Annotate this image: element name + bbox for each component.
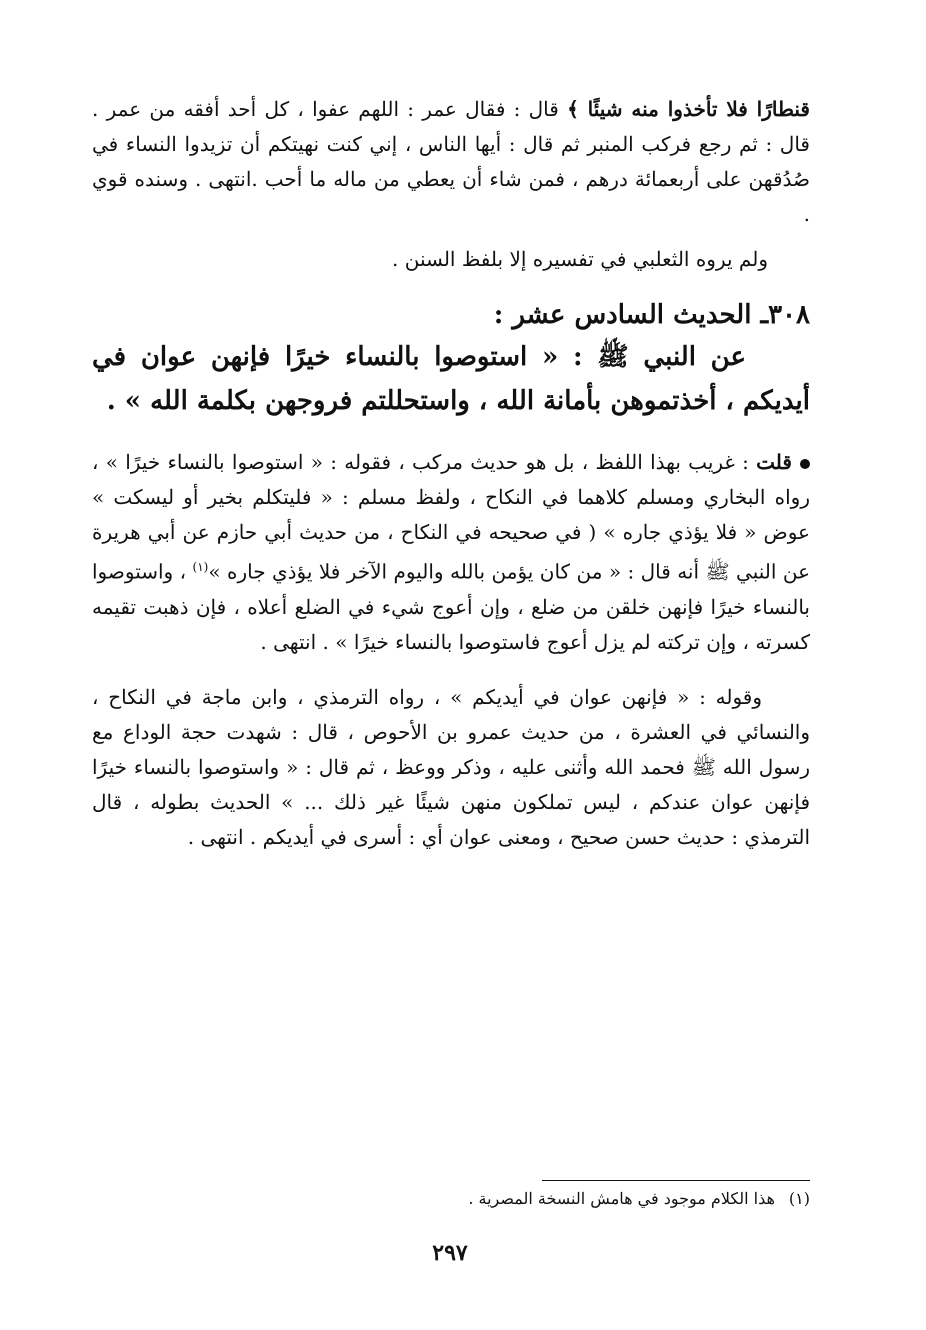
footnote-divider (542, 1180, 810, 1181)
bullet-icon (800, 459, 810, 469)
commentary-text-after: ، واستوصوا بالنساء خيرًا فإنهن خلقن من ضلع ، وإن أعوج شيء في الضلع أعلاه ، فإن ذهبت تقيمه كسرته ، وإن تركته لم يزل أعوج فاستوصوا بالنساء خيرًا » . انتهى . (92, 559, 810, 654)
paragraph-5: وقوله : « فإنهن عوان في أيديكم » ، رواه الترمذي ، وابن ماجة في النكاح ، والنسائي في العشرة ، من حديث عمرو بن الأحوص ، قال : شهدت حجة الوداع مع رسول الله ﷺ فحمد الله وأثنى عليه ، وذكر ووعظ ، ثم قال : « واستوصوا بالنساء خيرًا فإنهن عوان عندكم ، ليس تملكون منهن شيئًا غير ذلك ... » الحديث بطوله ، قال الترمذي : حديث حسن صحيح ، ومعنى عوان أي : أسرى في أيديكم . انتهى . (92, 684, 810, 849)
paragraph-1-text: قال : فقال عمر : اللهم عفوا ، كل أحد أفقه من عمر . قال : ثم رجع فركب المنبر ثم قال : أيها الناس ، إني كنت نهيتكم أن تزيدوا النساء في صُدُقهن على أربعمائة درهم ، فمن شاء أن يعطي من ماله ما أحب .انتهى . وسنده قوي . (92, 97, 810, 226)
commentary-paragraph (92, 445, 810, 660)
footnote (468, 1186, 810, 1212)
commentary-text-before: : غريب بهذا اللفظ ، بل هو حديث مركب ، فقوله : « استوصوا بالنساء خيرًا » ، رواه البخاري ومسلم كلاهما في النكاح ، ولفظ مسلم : « فليتكلم بخير أو ليسكت » عوض « فلا يؤذي جاره » ( في صحيحه في النكاح ، من حديث أبي حازم عن أبي هريرة عن النبي ﷺ أنه قال : « من كان يؤمن بالله واليوم الآخر فلا يؤذي جاره » (92, 450, 810, 584)
page-body (92, 92, 810, 855)
hadith-heading: ٣٠٨ـ الحديث السادس عشر : (493, 300, 810, 330)
footnote-reference[interactable]: (١) (192, 560, 209, 574)
paragraph-1 (92, 92, 810, 232)
hadith-text: عن النبي ﷺ : « استوصوا بالنساء خيرًا فإنهن عوان في أيديكم ، أخذتموهن بأمانة الله ، واستحللتم فروجهن بكلمة الله » . (92, 342, 810, 416)
footnote-text: هذا الكلام موجود في هامش النسخة المصرية . (468, 1189, 775, 1208)
qult-label: قلت (756, 450, 792, 474)
quran-quote-end: قنطارًا فلا تأخذوا منه شيئًا ﴾ (567, 97, 810, 121)
paragraph-2: ولم يروه الثعلبي في تفسيره إلا بلفظ السنن . (392, 247, 768, 271)
footnote-number: (١) (788, 1189, 810, 1208)
page-number: ٢٩٧ (432, 1240, 468, 1266)
